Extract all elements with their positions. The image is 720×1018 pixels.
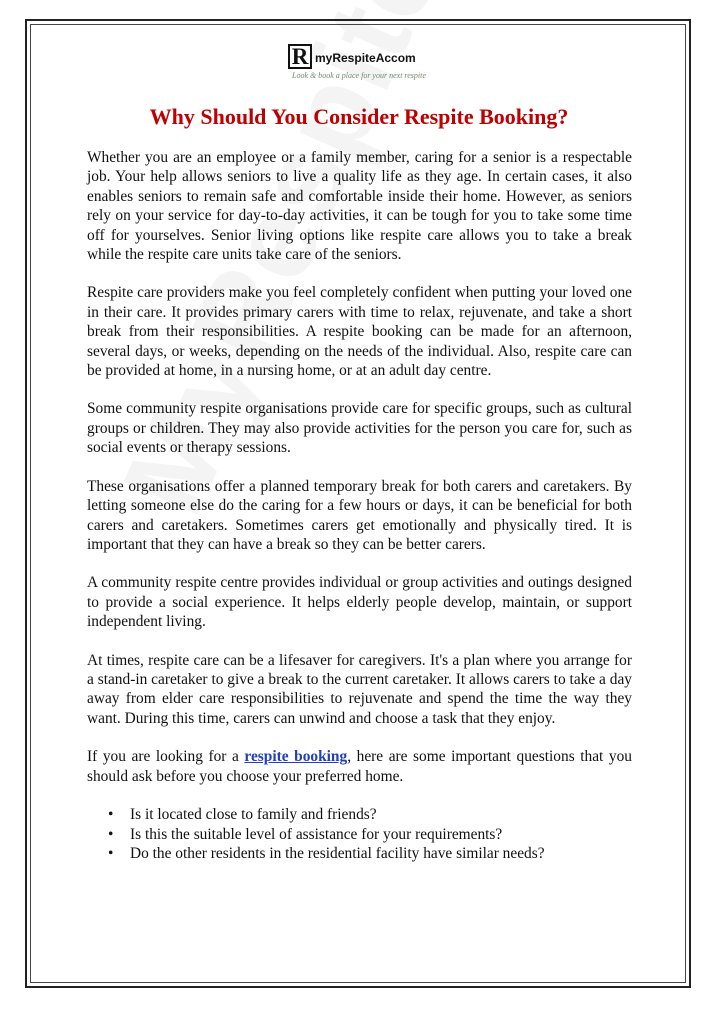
link-paragraph-after: , here are some important questions that you should ask before you choose your preferred home. (87, 748, 633, 785)
link-paragraph (87, 747, 632, 786)
list-item (87, 805, 632, 825)
list-item-text: Do the other residents in the residential facility have similar needs? (130, 845, 545, 863)
logo-mark: R (288, 44, 312, 69)
list-item (87, 844, 632, 864)
respite-booking-link[interactable]: respite booking (244, 748, 348, 766)
question-list (87, 805, 632, 864)
link-paragraph-before: If you are looking for a (87, 748, 245, 766)
paragraph: Whether you are an employee or a family member, caring for a senior is a respectable job. Your help allows seniors to live a quality life as they age. In certain cases, it also enables seniors to remain safe and comfortable inside their home. However, as seniors rely on your service for day-to-day activities, it can be tough for you to take some time off for yourselves. Senior living options like respite care allows you to take a break while the respite care units take care of the seniors. (87, 149, 632, 264)
paragraph: Some community respite organisations provide care for specific groups, such as cultural groups or children. They may also provide activities for the person you care for, such as social events or therapy sessions. (87, 400, 632, 457)
list-item-text: Is this the suitable level of assistance for your requirements? (130, 825, 503, 843)
bullet-icon: • (108, 805, 114, 823)
paragraph: These organisations offer a planned temporary break for both carers and caretakers. By letting someone else do the caring for a few hours or days, it can be beneficial for both carers and caretakers. Sometimes carers get emotionally and physically tired. It is important that they can have a break so they can be better carers. (87, 477, 632, 553)
bullet-icon: • (108, 825, 114, 843)
brand-logo (288, 44, 438, 84)
paragraph: At times, respite care can be a lifesaver for caregivers. It's a plan where you arrange for a stand-in caretaker to give a break to the current caretaker. It allows carers to take a day away from elder care responsibilities to rejuvenate and spend the time the way they want. During this time, carers can unwind and choose a task that they enjoy. (87, 651, 632, 727)
paragraph: Respite care providers make you feel completely confident when putting your loved one in their care. It provides primary carers with time to relax, rejuvenate, and take a short break from their responsibilities. A respite booking can be made for an afternoon, several days, or weeks, depending on the needs of the individual. Also, respite care can be provided at home, in a nursing home, or at an adult day centre. (87, 284, 632, 380)
page-title: Why Should You Consider Respite Booking? (149, 104, 569, 129)
list-item (87, 825, 632, 845)
logo-tagline: Look & book a place for your next respite (292, 71, 426, 80)
bullet-icon: • (108, 845, 114, 863)
paragraph: A community respite centre provides individual or group activities and outings designed to provide a social experience. It helps elderly people develop, maintain, or support independent living. (87, 574, 632, 631)
article-body (87, 148, 632, 864)
logo-name: myRespiteAccom (315, 51, 416, 65)
list-item-text: Is it located close to family and friends? (130, 805, 377, 823)
